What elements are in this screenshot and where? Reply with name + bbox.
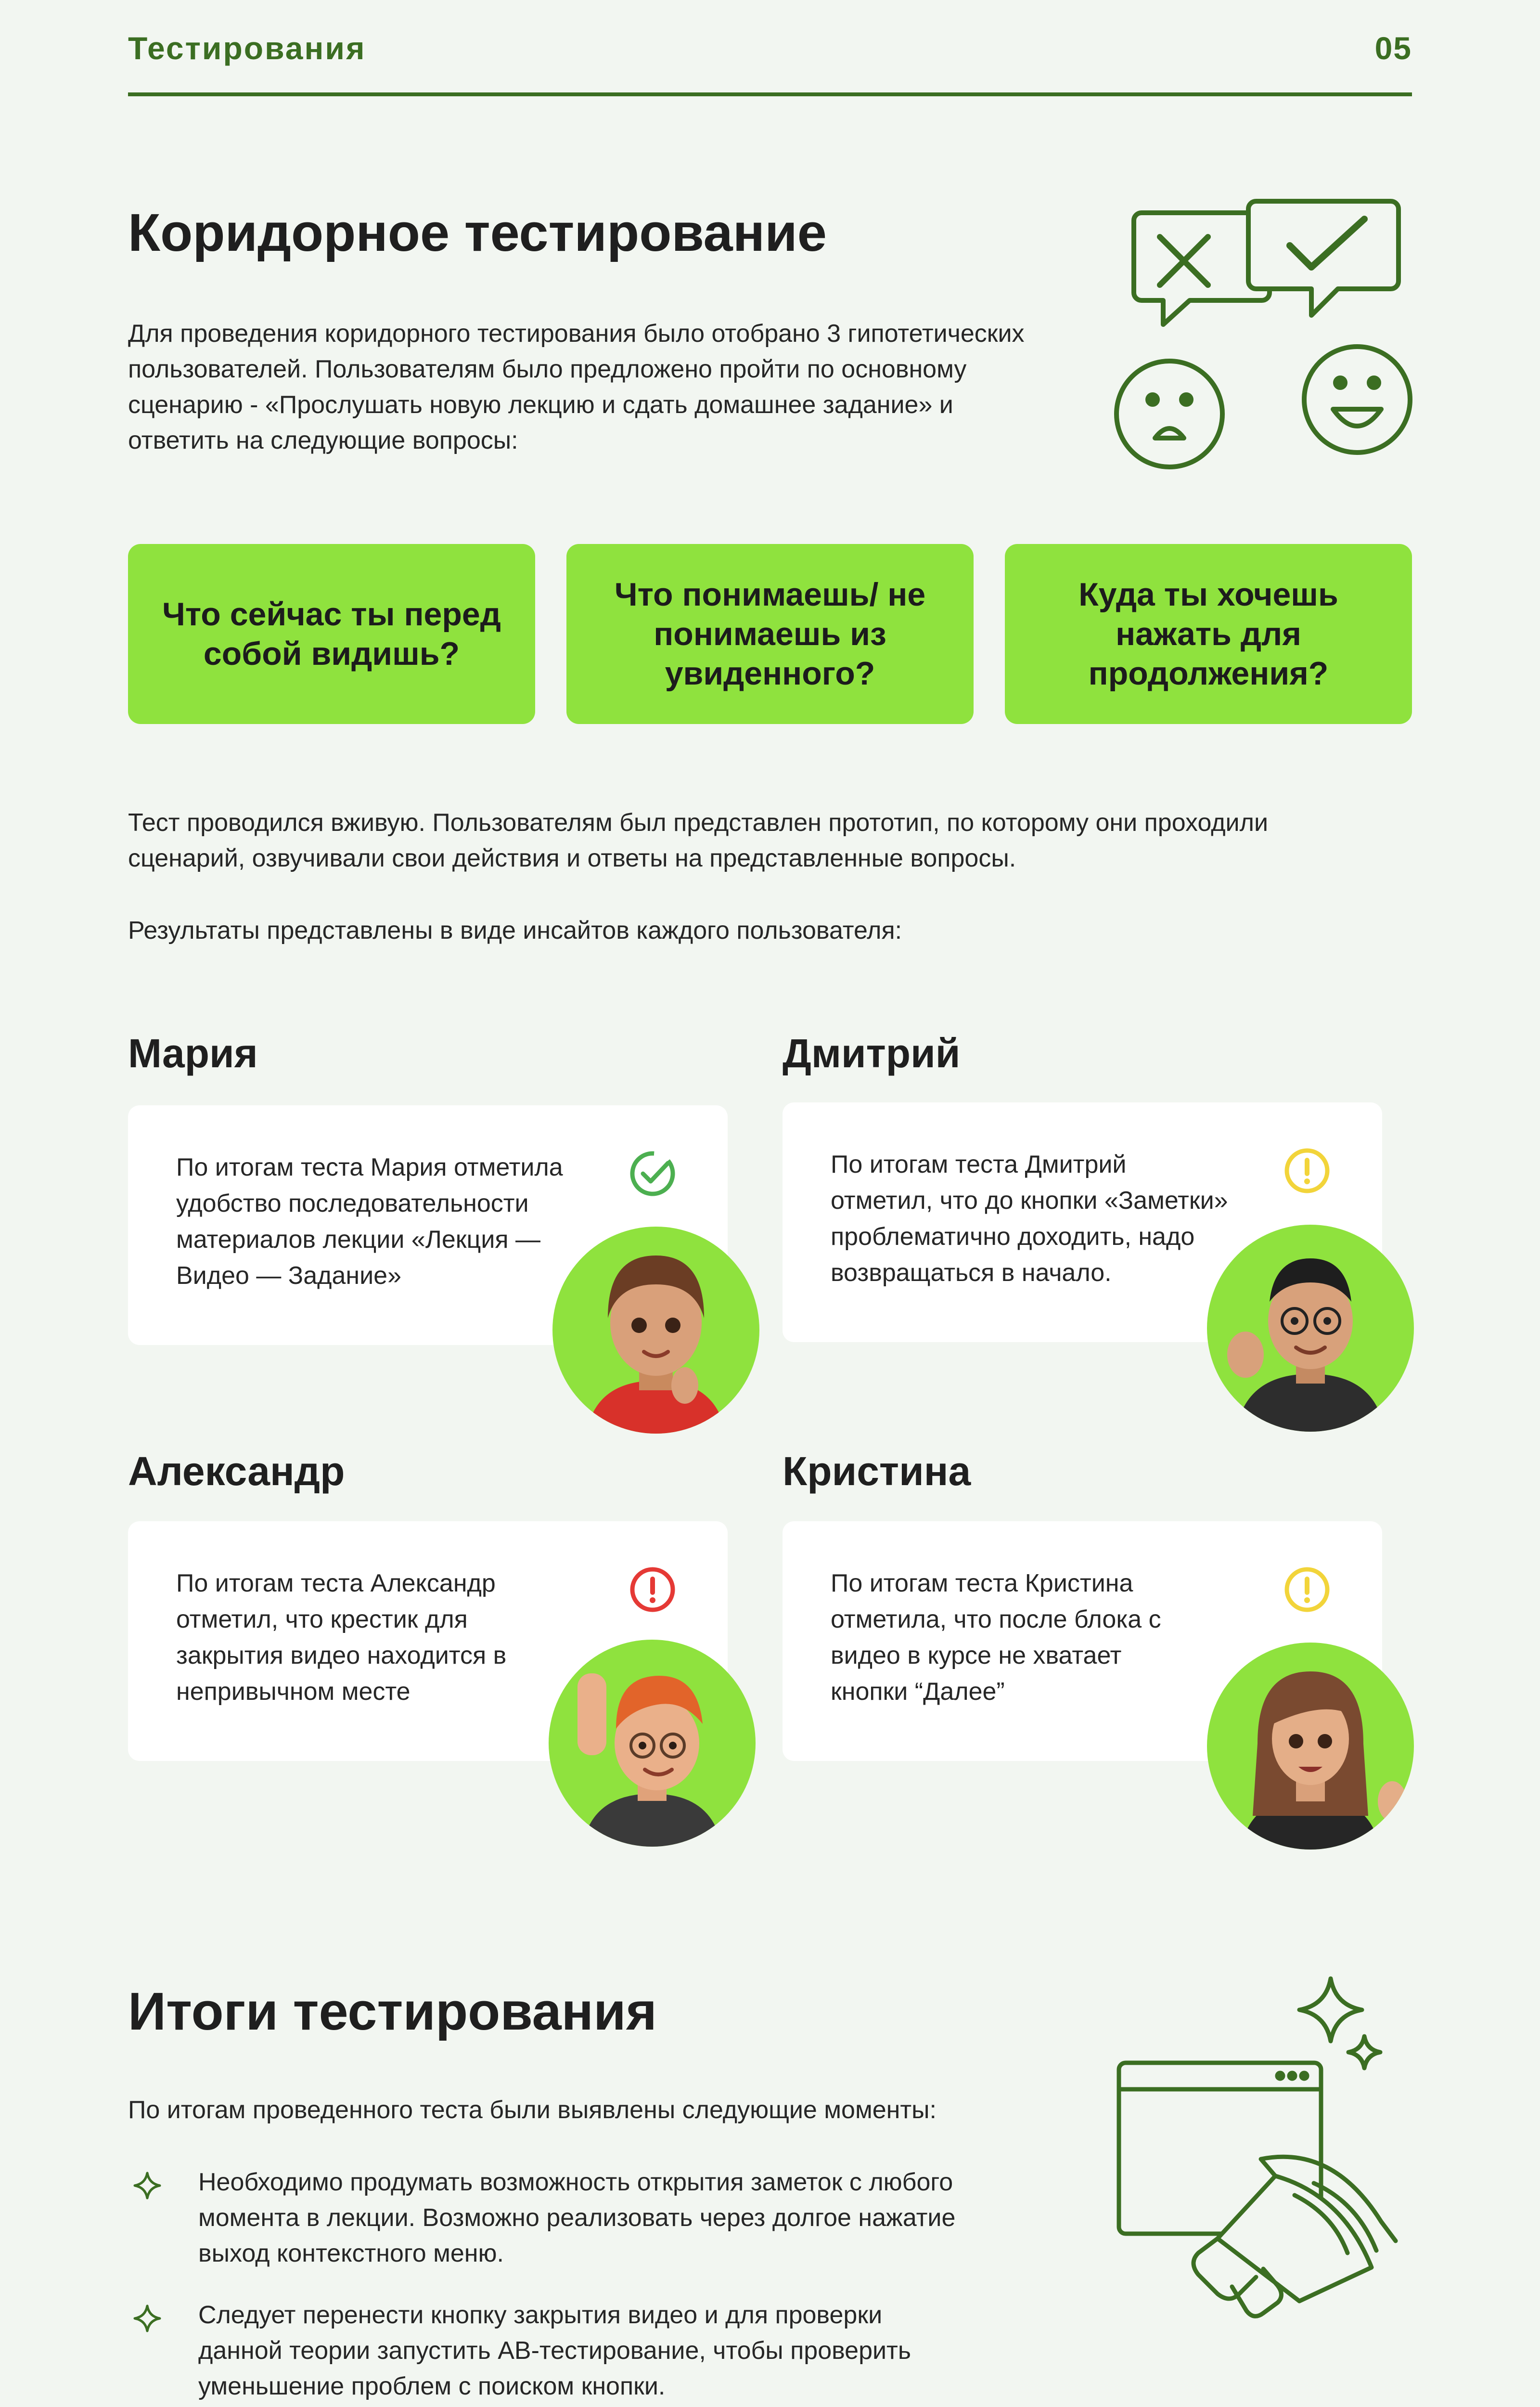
user-card-maria: По итогам теста Мария отметила удобство последовательности материалов лекции «Лекция — Видео — Задание» — [128, 1105, 728, 1345]
user-name-dmitry: Дмитрий — [783, 1031, 961, 1076]
question-box-2: Что понимаешь/ не понимаешь из увиденного? — [566, 544, 974, 724]
sparkle-bullet-icon — [133, 2304, 162, 2333]
question-box-3: Куда ты хочешь нажать для продолжения? — [1005, 544, 1412, 724]
check-circle-icon — [629, 1150, 677, 1198]
corridor-intro: Для проведения коридорного тестирования было отобрано 3 гипотетических пользователей. Пользователям было предложено пройти по основному сценарию - «Прослушать новую лекцию и сдать домашнее задание» и ответить на следующие вопросы: — [128, 320, 1025, 454]
exclamation-circle-icon — [629, 1566, 677, 1614]
corridor-title: Коридорное тестирование — [128, 203, 827, 262]
user-name-maria: Мария — [128, 1031, 258, 1076]
method-paragraph: Тест проводился вживую. Пользователям был представлен прототип, по которому они проходили сценарий, озвучивали свои действия и ответы на представленные вопросы. — [128, 809, 1268, 872]
feedback-illustration-icon — [1107, 193, 1424, 477]
summary-intro: По итогам проведенного теста были выявлены следующие моменты: — [128, 2096, 937, 2124]
results-intro: Результаты представлены в виде инсайтов каждого пользователя: — [128, 917, 902, 945]
section-title: Тестирования — [128, 30, 366, 66]
summary-point-2: Следует перенести кнопку закрытия видео и для проверки данной теории запустить АВ-тестирование, чтобы проверить уменьшение проблем с поиском кнопки. — [198, 2301, 911, 2400]
user-card-kristina: По итогам теста Кристина отметила, что после блока с видео в курсе не хватает кнопки “Далее” — [783, 1521, 1382, 1761]
user-name-alexander: Александр — [128, 1449, 345, 1494]
exclamation-circle-icon — [1283, 1566, 1331, 1614]
question-box-1: Что сейчас ты перед собой видишь? — [128, 544, 535, 724]
summary-title: Итоги тестирования — [128, 1982, 657, 2041]
exclamation-circle-icon — [1283, 1147, 1331, 1195]
avatar-alexander — [549, 1640, 756, 1847]
user-card-alexander: По итогам теста Александр отметил, что крестик для закрытия видео находится в непривычном месте — [128, 1521, 728, 1761]
summary-point-1: Необходимо продумать возможность открытия заметок с любого момента в лекции. Возможно реализовать через долгое нажатие выход контекстного меню. — [198, 2168, 956, 2267]
user-name-kristina: Кристина — [783, 1449, 971, 1494]
header-divider — [128, 92, 1412, 96]
megaphone-illustration-icon — [1107, 1969, 1434, 2335]
page-number: 05 — [1374, 30, 1412, 66]
sparkle-bullet-icon — [133, 2171, 162, 2200]
avatar-kristina — [1207, 1643, 1414, 1850]
avatar-maria — [552, 1227, 759, 1434]
avatar-dmitry — [1207, 1225, 1414, 1432]
user-card-dmitry: По итогам теста Дмитрий отметил, что до кнопки «Заметки» проблематично доходить, надо возвращаться в начало. — [783, 1102, 1382, 1342]
